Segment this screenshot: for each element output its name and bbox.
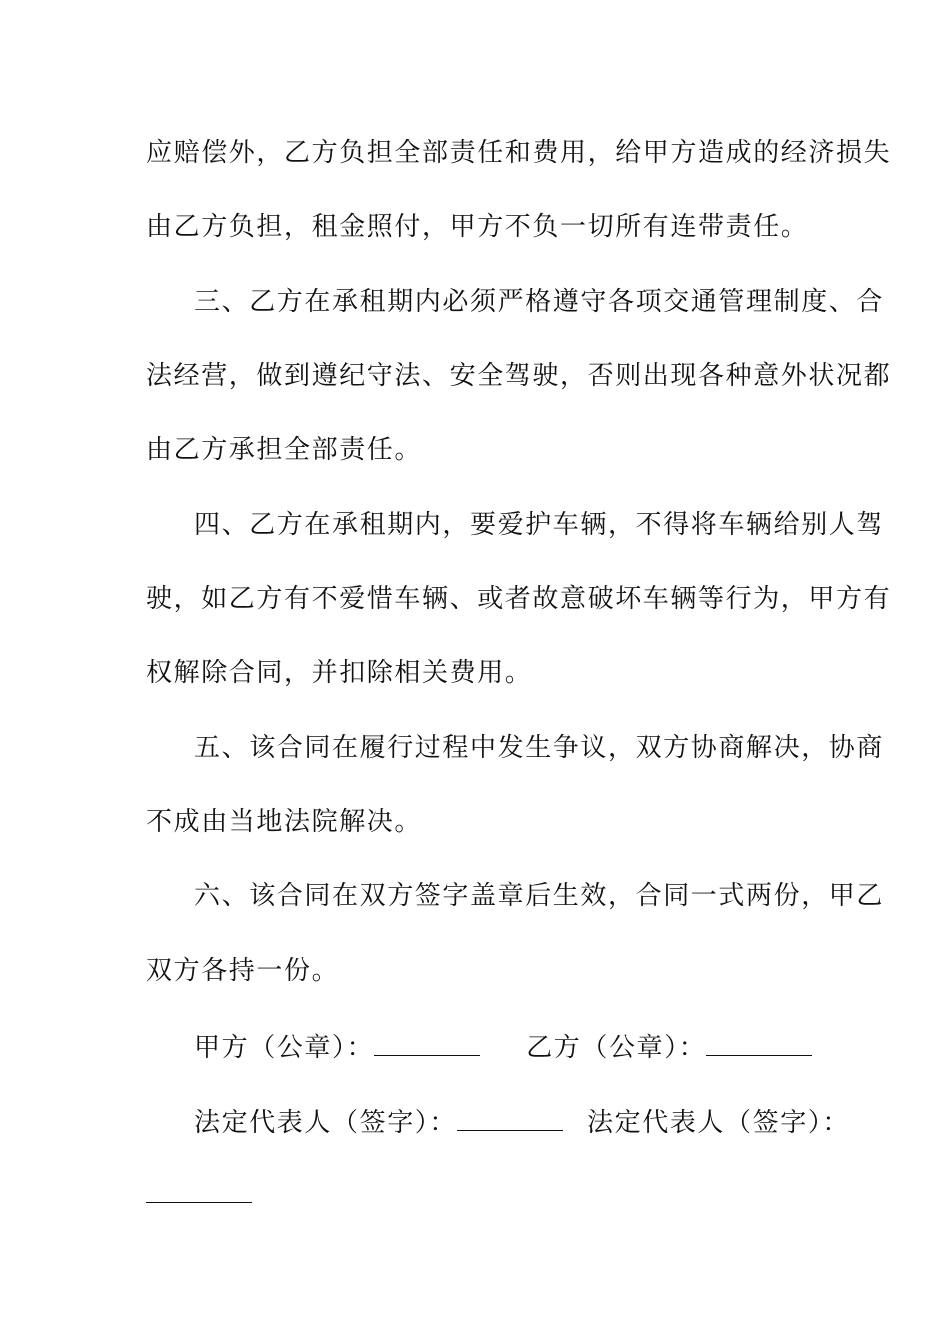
text-line: 驶，如乙方有不爱惜车辆、或者故意破坏车辆等行为，甲方有 [146, 584, 892, 614]
clause-3-line: 三、乙方在承租期内必须严格遵守各项交通管理制度、合 [194, 287, 885, 317]
party-a-seal-blank [374, 1035, 480, 1056]
party-b-seal-label: 乙方（公章）： [526, 1033, 707, 1063]
party-a-rep-blank [457, 1110, 563, 1131]
text-line: 应赔偿外，乙方负担全部责任和费用，给甲方造成的经济损失 [146, 138, 892, 168]
text-line: 由乙方负担，租金照付，甲方不负一切所有连带责任。 [146, 212, 809, 242]
text-line: 由乙方承担全部责任。 [146, 435, 423, 465]
representative-row [194, 1108, 851, 1138]
clause-6-line: 六、该合同在双方签字盖章后生效，合同一式两份，甲乙 [194, 881, 885, 911]
text-line: 不成由当地法院解决。 [146, 807, 423, 837]
text-line: 权解除合同，并扣除相关费用。 [146, 658, 533, 688]
party-b-rep-label: 法定代表人（签字）： [587, 1108, 851, 1138]
seal-row [194, 1033, 834, 1063]
party-b-seal-blank [706, 1035, 812, 1056]
party-b-rep-blank [146, 1202, 252, 1203]
clause-4-line: 四、乙方在承租期内，要爱护车辆，不得将车辆给别人驾 [194, 510, 885, 540]
party-a-seal-label: 甲方（公章）： [194, 1033, 375, 1063]
party-a-rep-label: 法定代表人（签字）： [194, 1108, 458, 1138]
text-line: 法经营，做到遵纪守法、安全驾驶，否则出现各种意外状况都 [146, 361, 892, 391]
clause-5-line: 五、该合同在履行过程中发生争议，双方协商解决，协商 [194, 733, 885, 763]
text-line: 双方各持一份。 [146, 956, 340, 986]
